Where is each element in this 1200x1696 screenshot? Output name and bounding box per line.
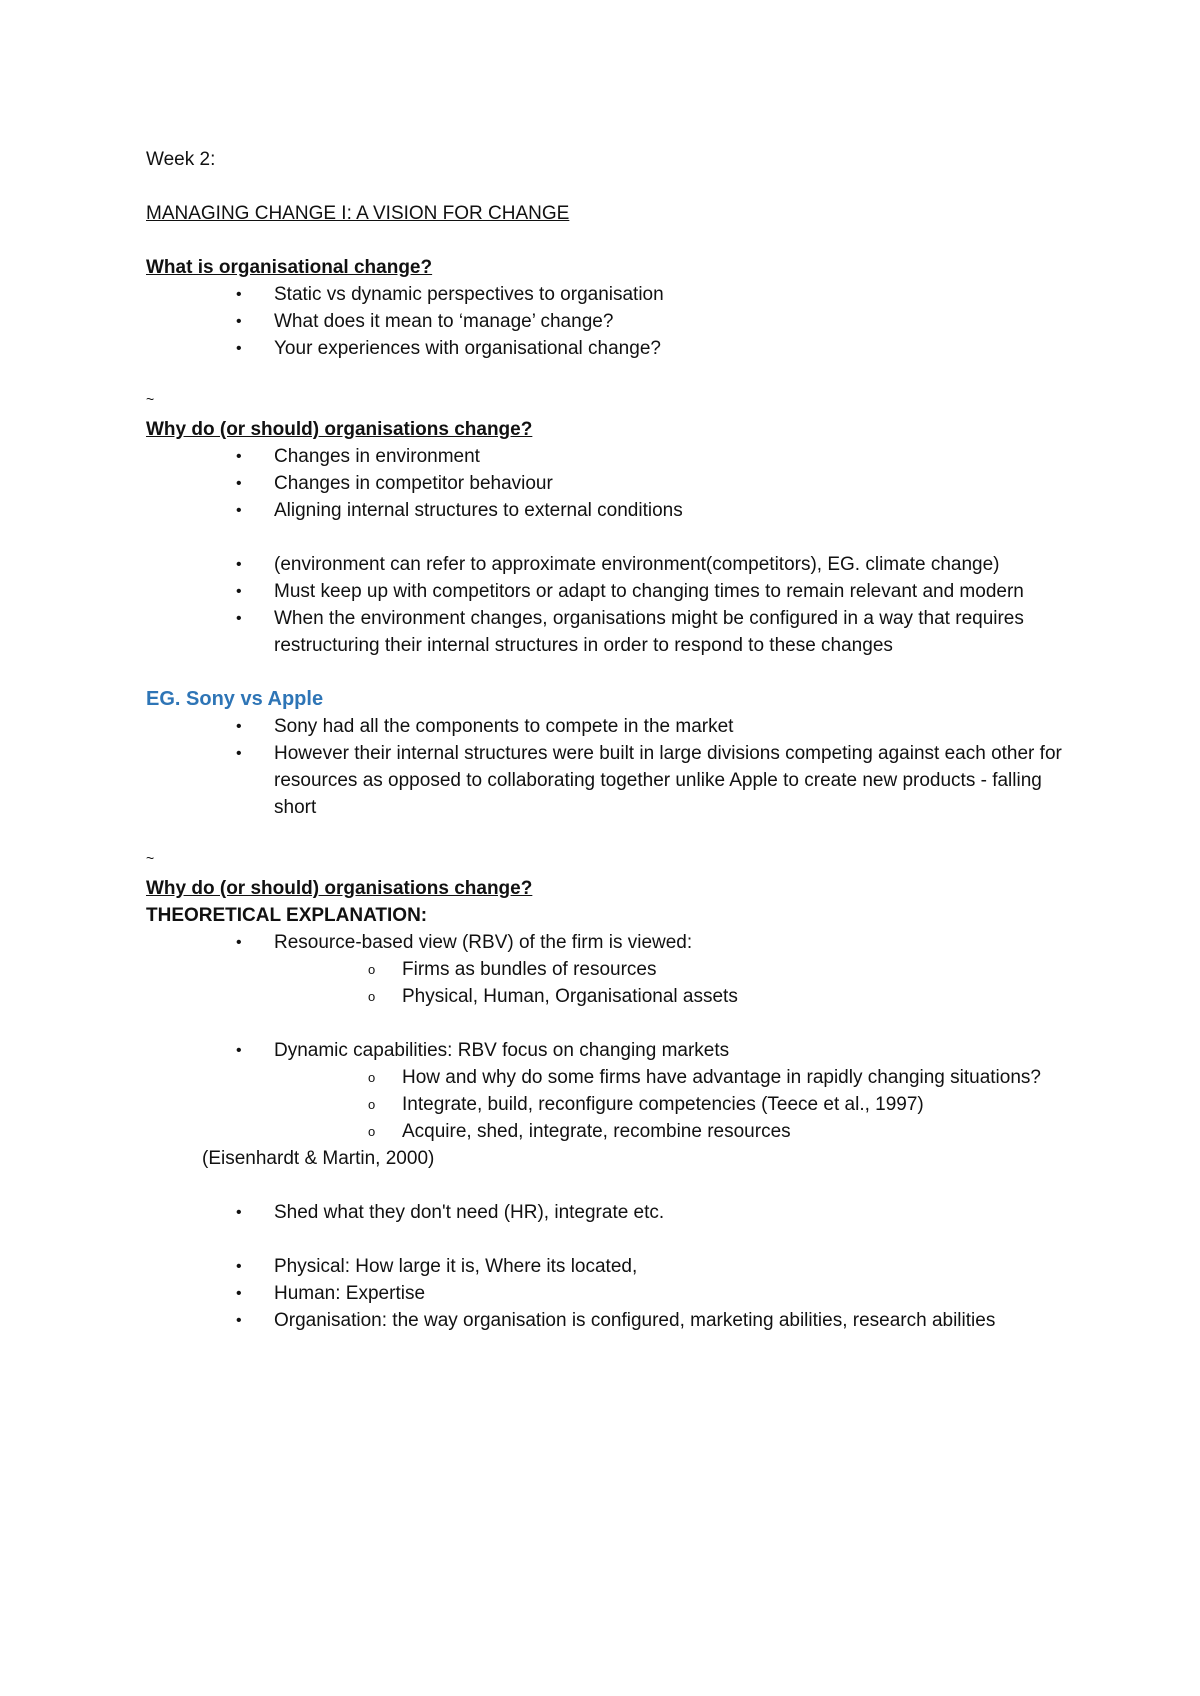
circle-bullet-icon: o xyxy=(368,989,376,1004)
sub-list-item: o Physical, Human, Organisational assets xyxy=(146,983,1066,1010)
list-item: • Human: Expertise xyxy=(146,1280,1066,1307)
section-subheading: THEORETICAL EXPLANATION: xyxy=(146,905,428,926)
week-label: Week 2: xyxy=(146,149,216,170)
sub-list-item: o How and why do some firms have advantage in rapidly changing situations? xyxy=(146,1064,1066,1091)
circle-bullet-icon: o xyxy=(368,1124,376,1139)
bullet-icon: • xyxy=(236,718,242,735)
document-body xyxy=(146,146,1066,1334)
bullet-icon: • xyxy=(236,340,242,357)
bullet-icon: • xyxy=(236,502,242,519)
bullet-icon: • xyxy=(236,610,242,627)
bullet-icon: • xyxy=(236,313,242,330)
circle-bullet-icon: o xyxy=(368,1097,376,1112)
notes-list xyxy=(146,551,1066,659)
bullet-icon: • xyxy=(236,1204,242,1221)
bullet-list xyxy=(146,1199,1066,1226)
bullet-icon: • xyxy=(236,745,242,762)
sub-list-item: o Firms as bundles of resources xyxy=(146,956,1066,983)
bullet-list xyxy=(146,1253,1066,1334)
list-item: • Physical: How large it is, Where its located, xyxy=(146,1253,1066,1280)
list-item: • Sony had all the components to compete in the market xyxy=(146,713,1066,740)
list-item: • Must keep up with competitors or adapt to changing times to remain relevant and modern xyxy=(146,578,1066,605)
list-item: • Dynamic capabilities: RBV focus on changing markets xyxy=(146,1037,1066,1064)
circle-bullet-icon: o xyxy=(368,962,376,977)
bullet-list xyxy=(146,929,1066,1010)
bullet-icon: • xyxy=(236,475,242,492)
section-heading: Why do (or should) organisations change? xyxy=(146,419,533,440)
list-item: • Your experiences with organisational change? xyxy=(146,335,1066,362)
separator: ~ xyxy=(146,850,155,866)
list-item: • Changes in competitor behaviour xyxy=(146,470,1066,497)
bullet-icon: • xyxy=(236,1042,242,1059)
list-item: • Organisation: the way organisation is configured, marketing abilities, research abilities xyxy=(146,1307,1066,1334)
section-heading: Why do (or should) organisations change? xyxy=(146,878,533,899)
bullet-icon: • xyxy=(236,583,242,600)
list-item: • However their internal structures were built in large divisions competing against each other for resources as opposed to collaborating together unlike Apple to create new products - falling short xyxy=(146,740,1066,821)
section-heading: What is organisational change? xyxy=(146,257,433,278)
list-item: • (environment can refer to approximate environment(competitors), EG. climate change) xyxy=(146,551,1066,578)
bullet-icon: • xyxy=(236,448,242,465)
list-item: • Shed what they don't need (HR), integrate etc. xyxy=(146,1199,1066,1226)
bullet-icon: • xyxy=(236,1258,242,1275)
bullet-list xyxy=(146,713,1066,821)
bullet-icon: • xyxy=(236,556,242,573)
list-item: • Resource-based view (RBV) of the firm is viewed: xyxy=(146,929,1066,956)
bullet-icon: • xyxy=(236,286,242,303)
separator: ~ xyxy=(146,391,155,407)
list-item: • What does it mean to ‘manage’ change? xyxy=(146,308,1066,335)
citation: (Eisenhardt & Martin, 2000) xyxy=(202,1148,435,1169)
sub-list-item: o Integrate, build, reconfigure competencies (Teece et al., 1997) xyxy=(146,1091,1066,1118)
list-item: • Aligning internal structures to external conditions xyxy=(146,497,1066,524)
bullet-icon: • xyxy=(236,1312,242,1329)
bullet-icon: • xyxy=(236,934,242,951)
page-title: MANAGING CHANGE I: A VISION FOR CHANGE xyxy=(146,203,570,224)
bullet-list xyxy=(146,281,1066,362)
bullet-icon: • xyxy=(236,1285,242,1302)
list-item: • When the environment changes, organisations might be configured in a way that requires restructuring their internal structures in order to respond to these changes xyxy=(146,605,1066,659)
circle-bullet-icon: o xyxy=(368,1070,376,1085)
bullet-list xyxy=(146,443,1066,524)
list-item: • Changes in environment xyxy=(146,443,1066,470)
bullet-list xyxy=(146,1037,1066,1145)
example-heading: EG. Sony vs Apple xyxy=(146,688,324,710)
list-item: • Static vs dynamic perspectives to organisation xyxy=(146,281,1066,308)
sub-list-item: o Acquire, shed, integrate, recombine resources xyxy=(146,1118,1066,1145)
